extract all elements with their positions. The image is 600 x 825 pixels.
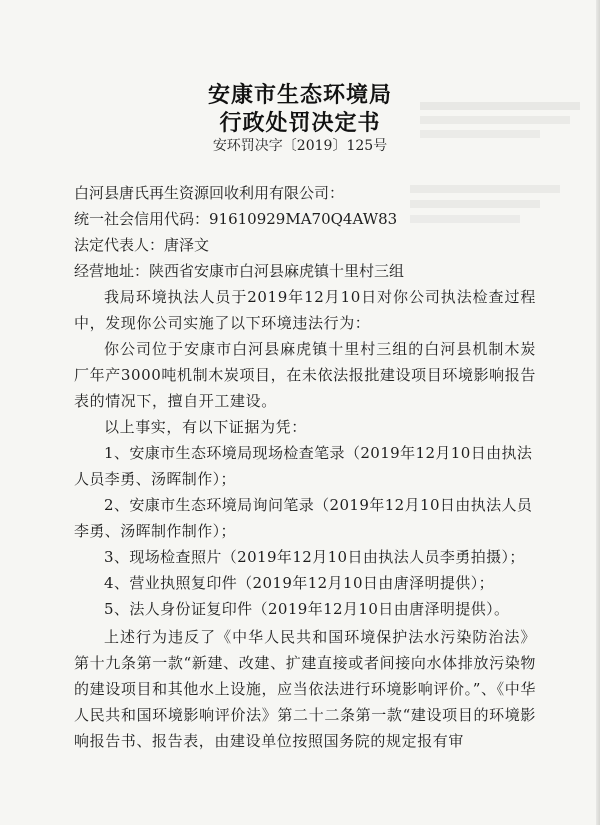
evidence-item: 5、法人身份证复印件（2019年12月10日由唐泽明提供）。 [104,600,510,618]
paragraph-violation: 你公司位于安康市白河县麻虎镇十里村三组的白河县机制木炭厂年产3000吨机制木炭项目，在未依法报批建设项目环境影响报告表的情况下，擅自开工建设。 [74,340,536,410]
credit-code: 统一社会信用代码：91610929MA70Q4AW83 [74,210,398,228]
paragraph-legal-basis: 上述行为违反了《中华人民共和国环境保护法水污染防治法》第十九条第一款“新建、改建、扩建直接或者间接向水体排放污染物的建设项目和其他水上设施，应当依法进行环境影响评价。”、《中华人民共和国环境影响评价法》第二十二条第一款“建设项目的环境影响报告书、报告表，由建设单位按照国务院的规定报有审 [74,628,536,750]
title-line-2: 行政处罚决定书 [219,111,381,136]
evidence-item: 2、安康市生态环境局询问笔录（2019年12月10日由执法人员李勇、汤晖制作制作）； [74,496,533,540]
party-name: 白河县唐氏再生资源回收利用有限公司： [74,184,345,202]
paragraph-inspection: 我局环境执法人员于2019年12月10日对你公司执法检查过程中，发现你公司实施了以下环境违法行为： [74,288,536,332]
evidence-item: 4、营业执照复印件（2019年12月10日由唐泽明提供）； [104,574,494,592]
evidence-item: 3、现场检查照片（2019年12月10日由执法人员李勇拍摄）； [104,548,525,566]
paragraph-evidence-intro: 以上事实，有以下证据为凭： [104,418,307,436]
document-number: 安环罚决字〔2019〕125号 [212,138,388,154]
business-address: 经营地址：陕西省安康市白河县麻虎镇十里村三组 [74,262,405,280]
evidence-item: 1、安康市生态环境局现场检查笔录（2019年12月10日由执法人员李勇、汤晖制作）； [74,444,533,488]
legal-representative: 法定代表人：唐泽文 [74,236,210,254]
title-line-1: 安康市生态环境局 [207,83,392,108]
bleed-through-block-2 [410,178,570,238]
